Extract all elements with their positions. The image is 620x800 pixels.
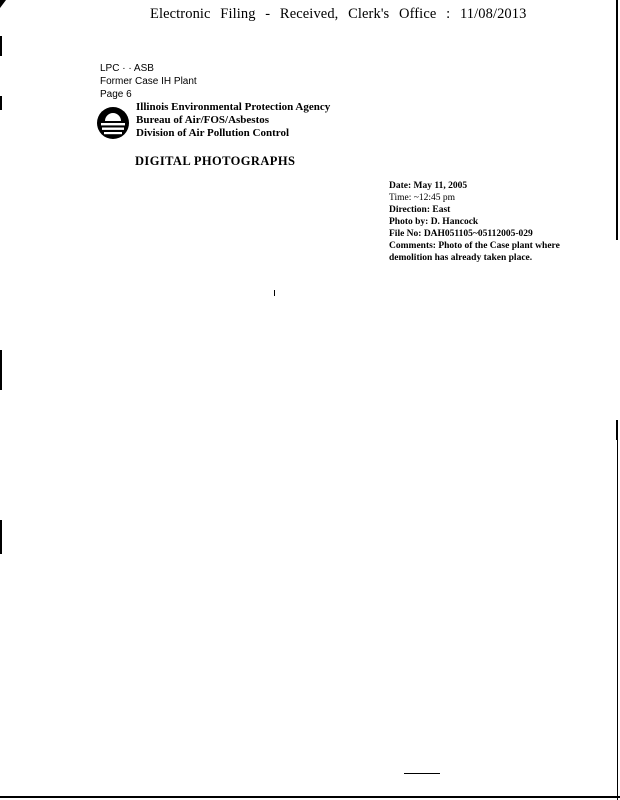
photo-metadata [389, 180, 560, 264]
photo-date: Date: May 11, 2005 [389, 181, 468, 191]
scan-edge-artifact [0, 520, 2, 554]
scan-edge-artifact [616, 0, 618, 240]
page-title: DIGITAL PHOTOGRAPHS [135, 154, 296, 168]
photo-file-number: File No: DAH051105~05112005-029 [389, 229, 533, 239]
scan-corner-artifact [0, 0, 6, 8]
agency-division: Division of Air Pollution Control [136, 127, 290, 139]
scan-edge-artifact [0, 36, 2, 56]
scan-speck [274, 290, 275, 296]
scan-edge-artifact [616, 420, 618, 440]
header-line: LPC · · ASB [100, 63, 154, 74]
header-line: Former Case IH Plant [100, 76, 197, 87]
agency-bureau: Bureau of Air/FOS/Asbestos [136, 114, 270, 126]
scan-edge-artifact [0, 350, 2, 390]
agency-block [136, 101, 330, 140]
header-line: Page 6 [100, 89, 132, 100]
scan-edge-artifact [0, 96, 2, 110]
agency-name: Illinois Environmental Protection Agency [136, 101, 331, 113]
photo-comments: Comments: Photo of the Case plant where [389, 241, 560, 251]
filing-stamp: Electronic Filing - Received, Clerk's Office : 11/08/2013 [150, 6, 527, 22]
photo-time: Time: ~12:45 pm [389, 193, 456, 203]
scan-edge-artifact [617, 440, 618, 800]
photo-author: Photo by: D. Hancock [389, 217, 479, 227]
illinois-epa-seal-icon [96, 106, 130, 140]
scan-edge-artifact [0, 796, 620, 798]
photo-direction: Direction: East [389, 205, 451, 215]
footer-rule [404, 773, 440, 774]
document-header [100, 62, 197, 101]
photo-comments: demolition has already taken place. [389, 253, 533, 263]
